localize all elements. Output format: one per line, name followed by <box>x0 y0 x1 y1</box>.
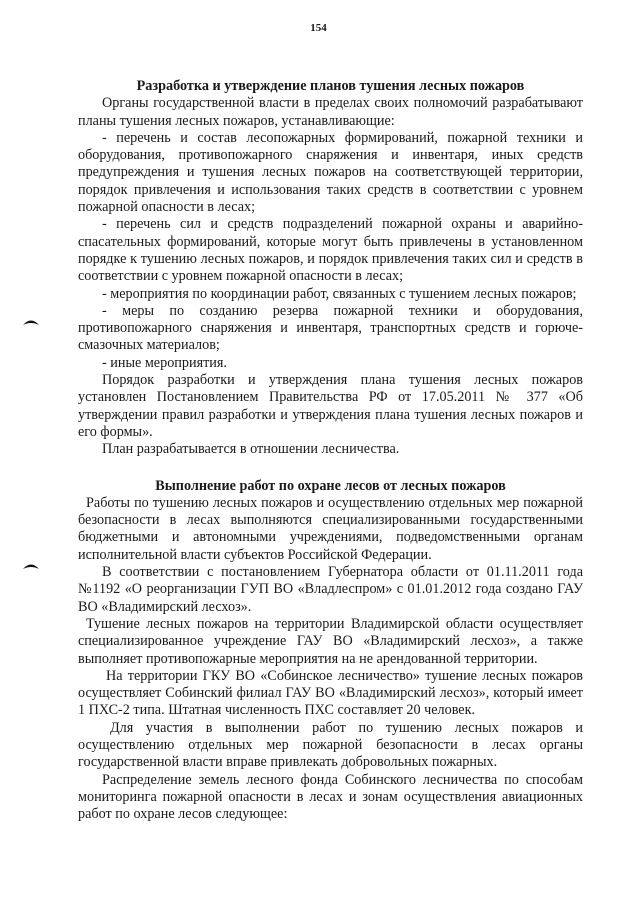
page-number: 154 <box>310 22 327 34</box>
paragraph: В соответствии с постановлением Губернатора области от 01.11.2011 года №1192 «О реорганизации ГУП ВО «Владлеспром» с 01.01.2012 года создано ГАУ ВО «Владимирский лесхоз». <box>78 564 583 615</box>
paragraph: Для участия в выполнении работ по тушению лесных пожаров и осуществлению отдельных мер пожарной безопасности в лесах органы государственной власти вправе привлекать добровольных пожарных. <box>78 719 583 771</box>
paragraph: На территории ГКУ ВО «Собинское лесничество» тушение лесных пожаров осуществляет Собинский филиал ГАУ ВО «Владимирский лесхоз», который имеет 1 ПХС-2 типа. Штатная численность ПХС составляет 20 человек. <box>78 667 583 719</box>
paragraph: Порядок разработки и утверждения плана тушения лесных пожаров установлен Постановлением Правительства РФ от 17.05.2011 № 377 «Об утверждении правил разработки и утверждения плана тушения лесных пожаров и его формы». <box>78 372 583 440</box>
paragraph: Органы государственной власти в пределах своих полномочий разрабатывают планы тушения лесных пожаров, устанавливающие: <box>78 95 583 129</box>
section-heading-fire-protection-works: Выполнение работ по охране лесов от лесных пожаров <box>155 477 506 494</box>
list-item: - перечень сил и средств подразделений пожарной охраны и аварийно-спасательных формирований, которые могут быть привлечены в установленном порядке к тушению лесных пожаров, и порядок привлечения таких сил и средств в соответствии с уровнем пожарной опасности в лесах; <box>78 216 583 285</box>
binder-hole-mark-top <box>22 317 40 327</box>
paragraph: Тушение лесных пожаров на территории Владимирской области осуществляет специализированное учреждение ГАУ ВО «Владимирский лесхоз», а также выполняет противопожарные мероприятия на не арендованной территории. <box>78 615 583 667</box>
paragraph: План разрабатывается в отношении лесничества. <box>102 441 400 458</box>
section-heading-fire-plans: Разработка и утверждение планов тушения лесных пожаров <box>136 78 525 94</box>
paragraph: Распределение земель лесного фонда Собинского лесничества по способам мониторинга пожарной опасности в лесах и зонам осуществления авиационных работ по охране лесов следующее: <box>78 771 583 823</box>
document-body <box>78 78 583 823</box>
paragraph: Работы по тушению лесных пожаров и осуществлению отдельных мер пожарной безопасности в лесах выполняются специализированными государственными бюджетными и автономными учреждениями, подведомственными органам исполнительной власти субъектов Российской Федерации. <box>78 494 583 563</box>
binder-hole-mark-bottom <box>22 561 40 571</box>
list-item: - перечень и состав лесопожарных формирований, пожарной техники и оборудования, противопожарного снаряжения и инвентаря, иных средств предупреждения и тушения лесных пожаров на соответствующей территории, порядок привлечения и использования таких средств в соответствии с уровнем пожарной опасности в лесах; <box>78 129 583 216</box>
list-item: - меры по созданию резерва пожарной техники и оборудования, противопожарного снаряжения и инвентаря, транспортных средств и горюче-смазочных материалов; <box>78 302 583 354</box>
list-item: - иные мероприятия. <box>102 354 227 371</box>
list-item: - мероприятия по координации работ, связанных с тушением лесных пожаров; <box>102 285 577 302</box>
